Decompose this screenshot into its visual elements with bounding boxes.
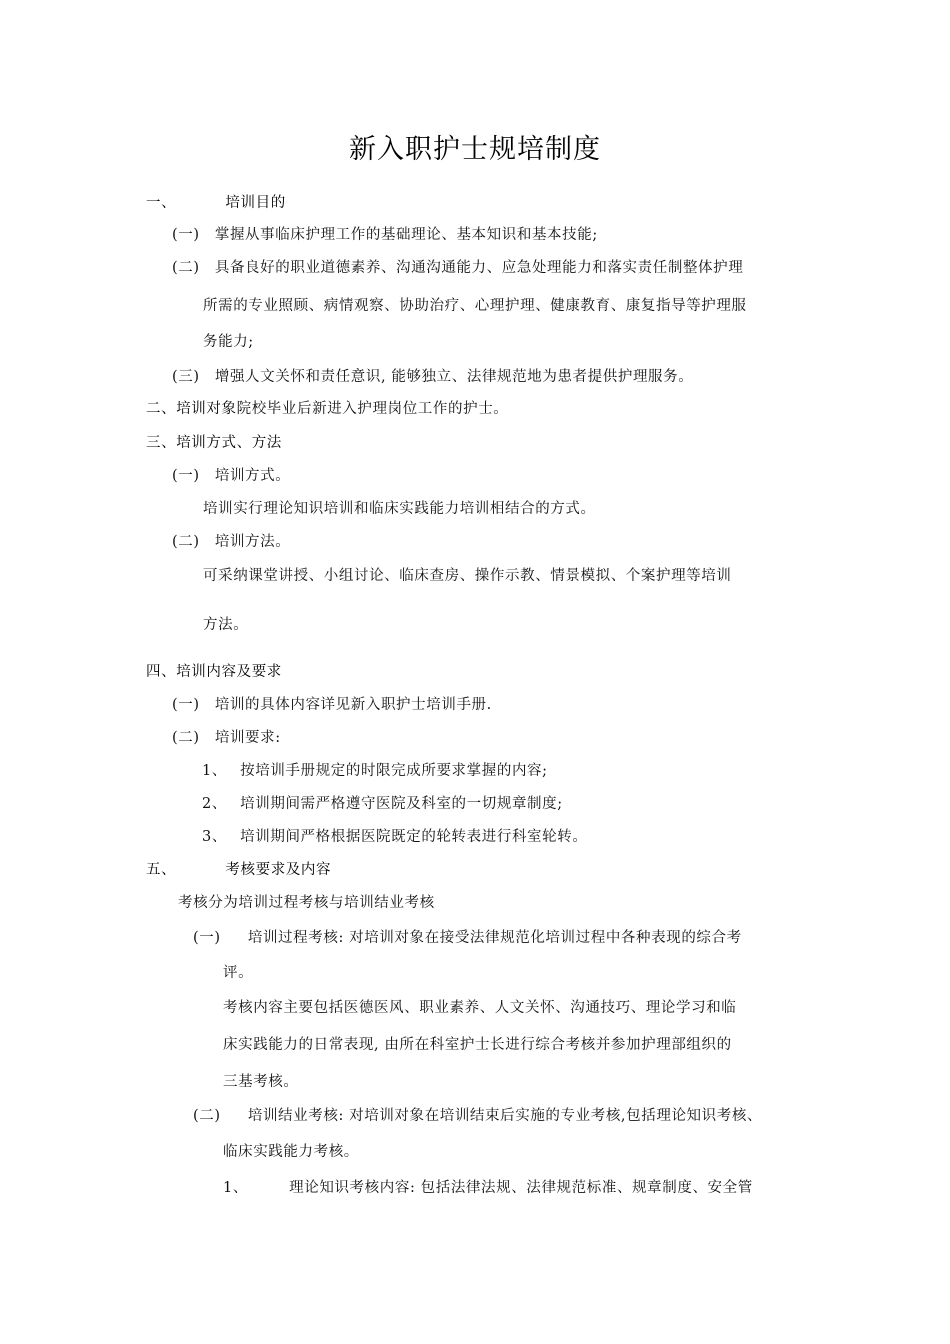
s4-item-1-text: 培训的具体内容详见新入职护士培训手册. xyxy=(214,697,492,713)
section-2 xyxy=(146,399,508,419)
s5-item-1-body-1: 考核内容主要包括医德医风、职业素养、人文关怀、沟通技巧、理论学习和临 xyxy=(223,1000,737,1016)
s5-item-2-number: (二) xyxy=(193,1108,221,1124)
s5-item-1 xyxy=(193,928,742,948)
section-4-heading: 四、培训内容及要求 xyxy=(146,664,282,680)
section-3-heading: 三、培训方式、方法 xyxy=(146,435,282,451)
s4-req-2-number: 2、 xyxy=(202,796,227,812)
s5-item-1-body-3: 三基考核。 xyxy=(223,1074,299,1090)
s5-item-2-text: 培训结业考核: 对培训对象在培训结束后实施的专业考核,包括理论知识考核、 xyxy=(247,1108,763,1124)
document-title: 新入职护士规培制度 xyxy=(349,134,601,165)
s3-item-1-body: 培训实行理论知识培训和临床实践能力培训相结合的方式。 xyxy=(203,501,596,517)
s4-item-1 xyxy=(172,695,492,715)
s5-item-1-body-2: 床实践能力的日常表现, 由所在科室护士长进行综合考核并参加护理部组织的 xyxy=(223,1037,732,1053)
s5-item-1-text: 培训过程考核: 对培训对象在接受法律规范化培训过程中各种表现的综合考 xyxy=(247,930,742,946)
s5-item-2-sub-1-number: 1、 xyxy=(223,1180,248,1196)
s5-item-2-continuation: 临床实践能力考核。 xyxy=(223,1144,359,1160)
section-5-number: 五、 xyxy=(146,862,177,878)
s1-item-2 xyxy=(172,258,743,278)
s1-item-1-text: 掌握从事临床护理工作的基础理论、基本知识和基本技能; xyxy=(214,227,598,243)
section-5-heading xyxy=(146,860,331,880)
s4-req-3 xyxy=(202,827,587,847)
s4-req-2 xyxy=(202,794,563,814)
s3-item-1-text: 培训方式。 xyxy=(214,468,291,484)
s1-item-1-number: (一) xyxy=(172,227,200,243)
s3-item-1 xyxy=(172,466,290,486)
section-2-heading: 二、培训对象 xyxy=(146,401,237,417)
s3-item-1-number: (一) xyxy=(172,468,200,484)
s1-item-2-text: 具备良好的职业道德素养、沟通沟通能力、应急处理能力和落实责任制整体护理 xyxy=(214,260,744,276)
s1-item-2-continuation-2: 务能力; xyxy=(203,334,254,350)
s1-item-1 xyxy=(172,225,598,245)
s1-item-3 xyxy=(172,367,693,387)
s4-item-1-number: (一) xyxy=(172,697,200,713)
s5-intro: 考核分为培训过程考核与培训结业考核 xyxy=(178,895,435,911)
s5-item-2-sub-1 xyxy=(223,1178,753,1198)
s3-item-2-body: 可采纳课堂讲授、小组讨论、临床查房、操作示教、情景模拟、个案护理等培训 xyxy=(203,568,732,584)
section-5-title: 考核要求及内容 xyxy=(225,862,332,878)
s4-item-2-number: (二) xyxy=(172,730,200,746)
s4-req-2-text: 培训期间需严格遵守医院及科室的一切规章制度; xyxy=(240,796,563,812)
section-1-number: 一、 xyxy=(146,195,177,211)
s4-req-3-text: 培训期间严格根据医院既定的轮转表进行科室轮转。 xyxy=(240,829,588,845)
s1-item-2-number: (二) xyxy=(172,260,200,276)
s3-item-2 xyxy=(172,532,290,552)
s1-item-3-number: (三) xyxy=(172,369,200,385)
s1-item-3-text: 增强人文关怀和责任意识, 能够独立、法律规范地为患者提供护理服务。 xyxy=(214,369,694,385)
s5-item-1-continuation: 评。 xyxy=(223,965,254,981)
s1-item-2-continuation-1: 所需的专业照顾、病情观察、协助治疗、心理护理、健康教育、康复指导等护理服 xyxy=(203,298,747,314)
s5-item-2 xyxy=(193,1106,762,1126)
section-2-text: 院校毕业后新进入护理岗位工作的护士。 xyxy=(236,401,509,417)
s4-req-1-text: 按培训手册规定的时限完成所要求掌握的内容; xyxy=(240,763,548,779)
section-1-title: 培训目的 xyxy=(225,195,286,211)
s4-req-1-number: 1、 xyxy=(202,763,227,779)
s4-item-2 xyxy=(172,728,281,748)
s3-item-2-text: 培训方法。 xyxy=(214,534,291,550)
s4-req-3-number: 3、 xyxy=(202,829,227,845)
s4-req-1 xyxy=(202,761,548,781)
s5-item-1-number: (一) xyxy=(193,930,221,946)
section-1-heading xyxy=(146,193,286,213)
s5-item-2-sub-1-text: 理论知识考核内容: 包括法律法规、法律规范标准、规章制度、安全管 xyxy=(289,1180,753,1196)
s3-item-2-number: (二) xyxy=(172,534,200,550)
s3-item-2-body-2: 方法。 xyxy=(203,617,249,633)
s4-item-2-text: 培训要求: xyxy=(214,730,281,746)
